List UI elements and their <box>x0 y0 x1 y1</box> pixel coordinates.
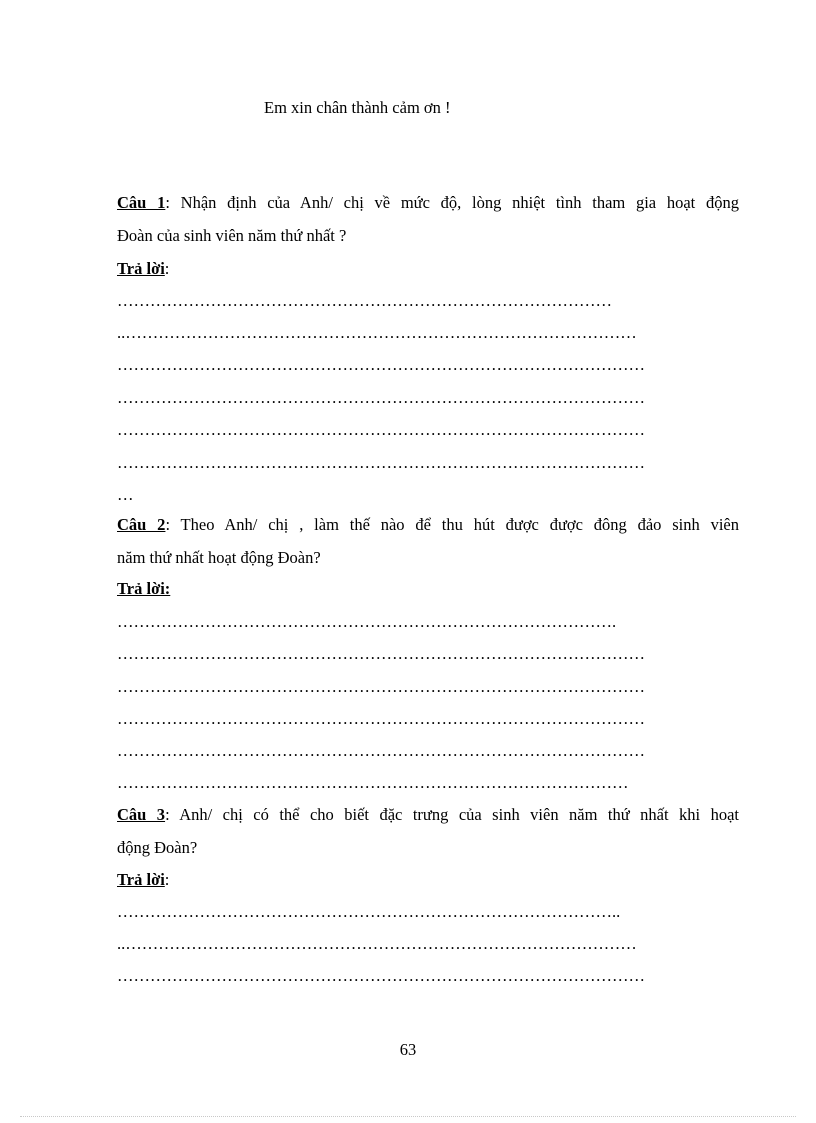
answer-2-dots-5: …………………………………………………………………………………… <box>117 741 645 760</box>
question-1-text-1: : Nhận định của Anh/ chị về mức độ, lòng nhiệt tình tham gia hoạt động <box>165 193 739 212</box>
answer-1-dots-5: …………………………………………………………………………………… <box>117 420 645 439</box>
question-3-text-1: : Anh/ chị có thể cho biết đặc trưng của sinh viên năm thứ nhất khi hoạt <box>165 805 739 824</box>
question-3-line-1 <box>117 807 739 824</box>
answer-2-dots-4: …………………………………………………………………………………… <box>117 709 645 728</box>
answer-1-dots-4: …………………………………………………………………………………… <box>117 388 645 407</box>
question-1-line-2: Đoàn của sinh viên năm thứ nhất ? <box>117 226 347 245</box>
question-2-line-2: năm thứ nhất hoạt động Đoàn? <box>117 548 321 567</box>
bottom-border <box>20 1116 796 1117</box>
question-2-line-1 <box>117 517 739 534</box>
answer-3-dots-1: ……………………………………………………………………………….. <box>117 902 621 921</box>
answer-1-dots-7: … <box>117 485 134 504</box>
question-3-line-2: động Đoàn? <box>117 838 198 857</box>
question-1-line-1 <box>117 195 739 212</box>
question-2-text-1: : Theo Anh/ chị , làm thế nào để thu hút được được đông đảo sinh viên <box>165 515 740 534</box>
answer-3-dots-2: ..………………………………………………………………………………… <box>117 934 637 953</box>
answer-2-dots-6: ………………………………………………………………………………… <box>117 773 629 792</box>
answer-1-dots-6: …………………………………………………………………………………… <box>117 453 645 472</box>
answer-2-dots-2: …………………………………………………………………………………… <box>117 644 645 663</box>
answer-1-dots-1: ……………………………………………………………………………… <box>117 291 612 310</box>
answer-3-label: Trả lời <box>117 870 165 889</box>
question-1-label: Câu 1 <box>117 193 166 212</box>
answer-1-heading <box>117 261 169 278</box>
page-number: 63 <box>399 1040 417 1059</box>
answer-1-colon: : <box>164 259 170 278</box>
answer-2-dots-3: …………………………………………………………………………………… <box>117 677 645 696</box>
answer-1-label: Trả lời <box>117 259 165 278</box>
question-2-label: Câu 2 <box>117 515 166 534</box>
thanks-line: Em xin chân thành cảm ơn ! <box>264 98 451 117</box>
answer-3-dots-3: …………………………………………………………………………………… <box>117 966 645 985</box>
answer-2-dots-1: ………………………………………………………………………………. <box>117 612 617 631</box>
answer-1-dots-3: …………………………………………………………………………………… <box>117 355 645 374</box>
answer-1-dots-2: ..………………………………………………………………………………… <box>117 323 637 342</box>
question-3-label: Câu 3 <box>117 805 166 824</box>
answer-2-label: Trả lời: <box>117 579 171 598</box>
answer-3-colon: : <box>164 870 170 889</box>
answer-3-heading <box>117 872 169 889</box>
